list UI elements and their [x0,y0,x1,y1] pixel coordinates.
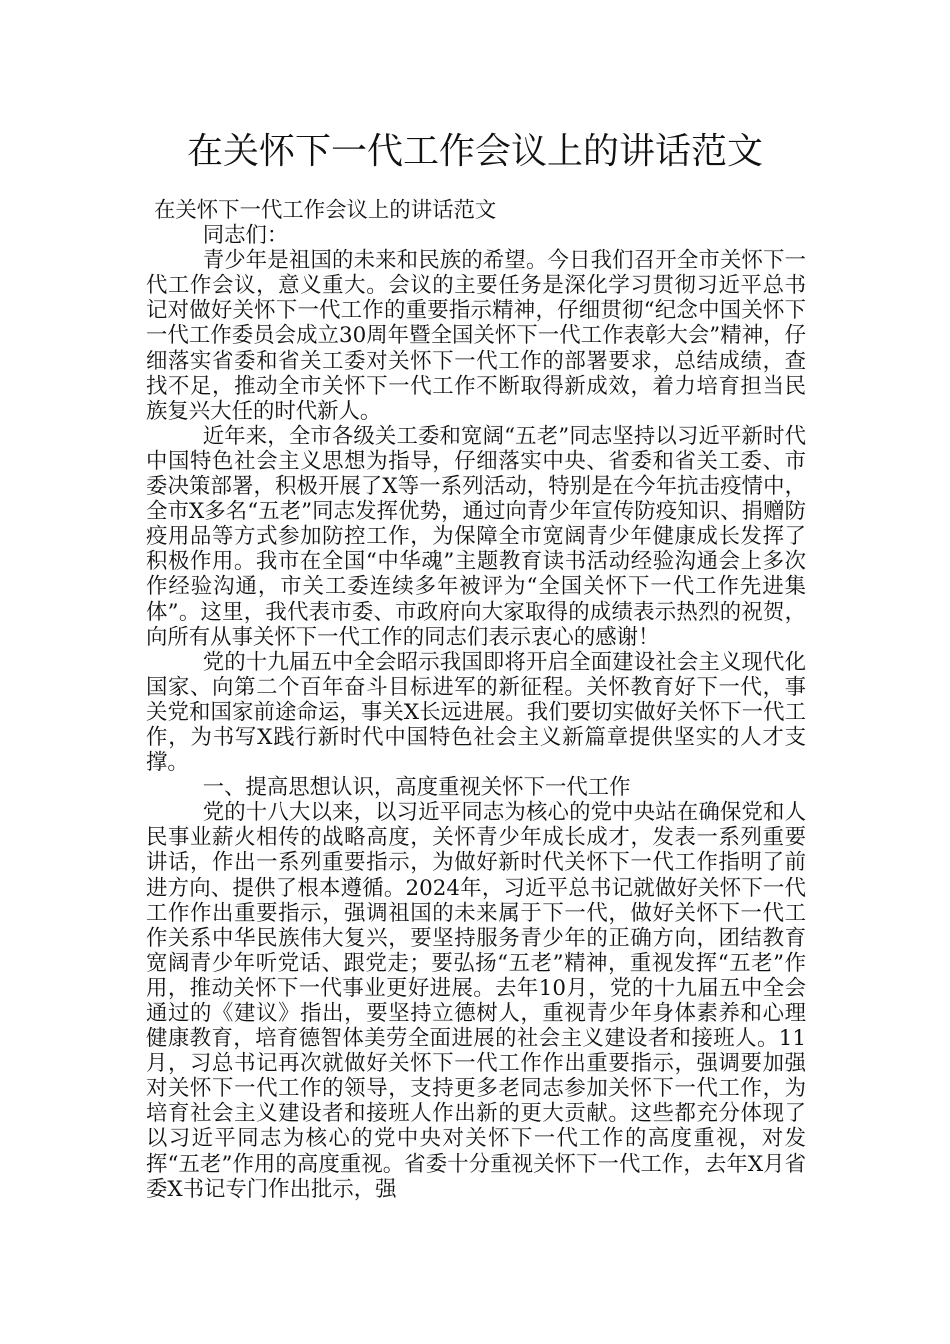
document-title: 在关怀下一代工作会议上的讲话范文 [186,131,763,172]
document-body [146,198,806,1202]
paragraph-4: 党的十八大以来，以习近平同志为核心的党中央站在确保党和人民事业薪火相传的战略高度，关怀青少年成长成才，发表一系列重要讲话，作出一系列重要指示，为做好新时代关怀下一代工作指明了前进方向、提供了根本遵循。2024年，习近平总书记就做好关怀下一代工作作出重要指示，强调祖国的未来属于下一代，做好关怀下一代工作关系中华民族伟大复兴，要坚持服务青少年的正确方向，团结教育宽阔青少年听党话、跟党走；要弘扬“五老”精神，重视发挥“五老”作用，推动关怀下一代事业更好进展。去年10月，党的十九届五中全会通过的《建议》指出，要坚持立德树人，重视青少年身体素养和心理健康教育，培育德智体美劳全面进展的社会主义建设者和接班人。11月，习总书记再次就做好关怀下一代工作作出重要指示，强调要加强对关怀下一代工作的领导，支持更多老同志参加关怀下一代工作，为培育社会主义建设者和接班人作出新的更大贡献。这些都充分体现了以习近平同志为核心的党中央对关怀下一代工作的高度重视，对发挥“五老”作用的高度重视。省委十分重视关怀下一代工作，去年X月省委X书记专门作出批示，强 [146,800,806,1202]
document-subtitle: 在关怀下一代工作会议上的讲话范文 [154,198,497,223]
paragraph-3: 党的十九届五中全会昭示我国即将开启全面建设社会主义现代化国家、向第二个百年奋斗目标进军的新征程。关怀教育好下一代，事关党和国家前途命运，事关X长远进展。我们要切实做好关怀下一代工作，为书写X践行新时代中国特色社会主义新篇章提供坚实的人才支撑。 [146,649,806,776]
paragraph-1: 青少年是祖国的未来和民族的希望。今日我们召开全市关怀下一代工作会议，意义重大。会议的主要任务是深化学习贯彻习近平总书记对做好关怀下一代工作的重要指示精神，仔细贯彻“纪念中国关怀下一代工作委员会成立30周年暨全国关怀下一代工作表彰大会”精神，仔细落实省委和省关工委对关怀下一代工作的部署要求，总结成绩，查找不足，推动全市关怀下一代工作不断取得新成效，着力培育担当民族复兴大任的时代新人。 [146,248,806,424]
paragraph-2: 近年来，全市各级关工委和宽阔“五老”同志坚持以习近平新时代中国特色社会主义思想为指导，仔细落实中央、省委和省关工委、市委决策部署，积极开展了X等一系列活动，特别是在今年抗击疫情中，全市X多名“五老”同志发挥优势，通过向青少年宣传防疫知识、捐赠防疫用品等方式参加防控工作，为保障全市宽阔青少年健康成长发挥了积极作用。我市在全国“中华魂”主题教育读书活动经验沟通会上多次作经验沟通，市关工委连续多年被评为“全国关怀下一代工作先进集体”。这里，我代表市委、市政府向大家取得的成绩表示热烈的祝贺，向所有从事关怀下一代工作的同志们表示衷心的感谢！ [146,423,806,650]
section-heading-1: 一、提高思想认识，高度重视关怀下一代工作 [202,775,631,801]
salutation: 同志们： [202,223,289,249]
